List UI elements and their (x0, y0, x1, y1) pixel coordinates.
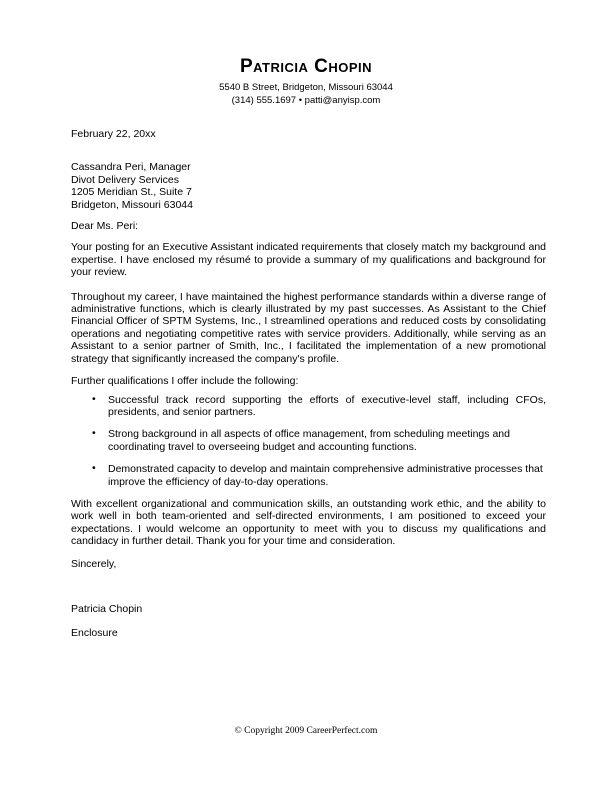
date-line: February 22, 20xx (71, 128, 156, 140)
sender-contact: (314) 555.1697 • patti@anyisp.com (231, 94, 381, 106)
list-item-text: Successful track record supporting the efforts of executive-level staff, including CFOs, presidents, and senior partners. (108, 393, 546, 418)
bullet-icon: • (92, 392, 96, 405)
list-item (71, 394, 546, 419)
list-item-text: Demonstrated capacity to develop and maintain comprehensive administrative processes that improve the efficiency of day-to-day operations. (108, 463, 543, 488)
paragraph-intro: Your posting for an Executive Assistant indicated requirements that closely match my background and expertise. I have enclosed my résumé to provide a summary of my qualifications and background for your review. (71, 241, 546, 279)
salutation: Dear Ms. Peri: (71, 220, 139, 233)
recipient-block (71, 161, 546, 211)
signoff: Sincerely, (71, 557, 117, 570)
bullet-icon: • (92, 427, 96, 440)
letter-header (0, 0, 612, 107)
footer-copyright: © Copyright 2009 CareerPerfect.com (234, 726, 378, 736)
list-item-text: Strong background in all aspects of office management, from scheduling meetings and coordinating travel to overseeing budget and accounting functions. (108, 428, 510, 453)
recipient-name: Cassandra Peri, Manager (71, 161, 191, 174)
recipient-city: Bridgeton, Missouri 63044 (71, 198, 193, 211)
paragraph-experience: Throughout my career, I have maintained the highest performance standards within a diverse range of administrative functions, which is clearly illustrated by my past successes. As Assistant to the Chief Financial Officer of SPTM Systems, Inc., I streamlined operations and reduced costs by consolidating operations and negotiating competitive rates with service providers. Additionally, while serving as an Assistant to a senior partner of Smith, Inc., I facilitated the implementation of a new promotional strategy that significantly increased the company's profile. (71, 290, 546, 365)
enclosure-note: Enclosure (71, 627, 118, 640)
list-item (71, 428, 546, 453)
bullet-icon: • (92, 462, 96, 475)
sender-address: 5540 B Street, Bridgeton, Missouri 63044 (219, 82, 393, 93)
qualifications-list (71, 394, 546, 488)
letter-body (71, 128, 546, 640)
recipient-street: 1205 Meridian St., Suite 7 (71, 186, 192, 199)
signature-name: Patricia Chopin (71, 602, 143, 615)
recipient-company: Divot Delivery Services (71, 173, 179, 186)
sender-name: Patricia Chopin (239, 56, 373, 77)
list-item (71, 463, 546, 488)
paragraph-closing: With excellent organizational and communication skills, an outstanding work ethic, and the ability to work well in both team-oriented and self-directed environments, I am positioned to exceed your expectations. I would welcome an opportunity to meet with you to discuss my qualifications and candidacy in further detail. Thank you for your time and consideration. (71, 497, 546, 548)
bullets-intro: Further qualifications I offer include the following: (71, 375, 299, 388)
